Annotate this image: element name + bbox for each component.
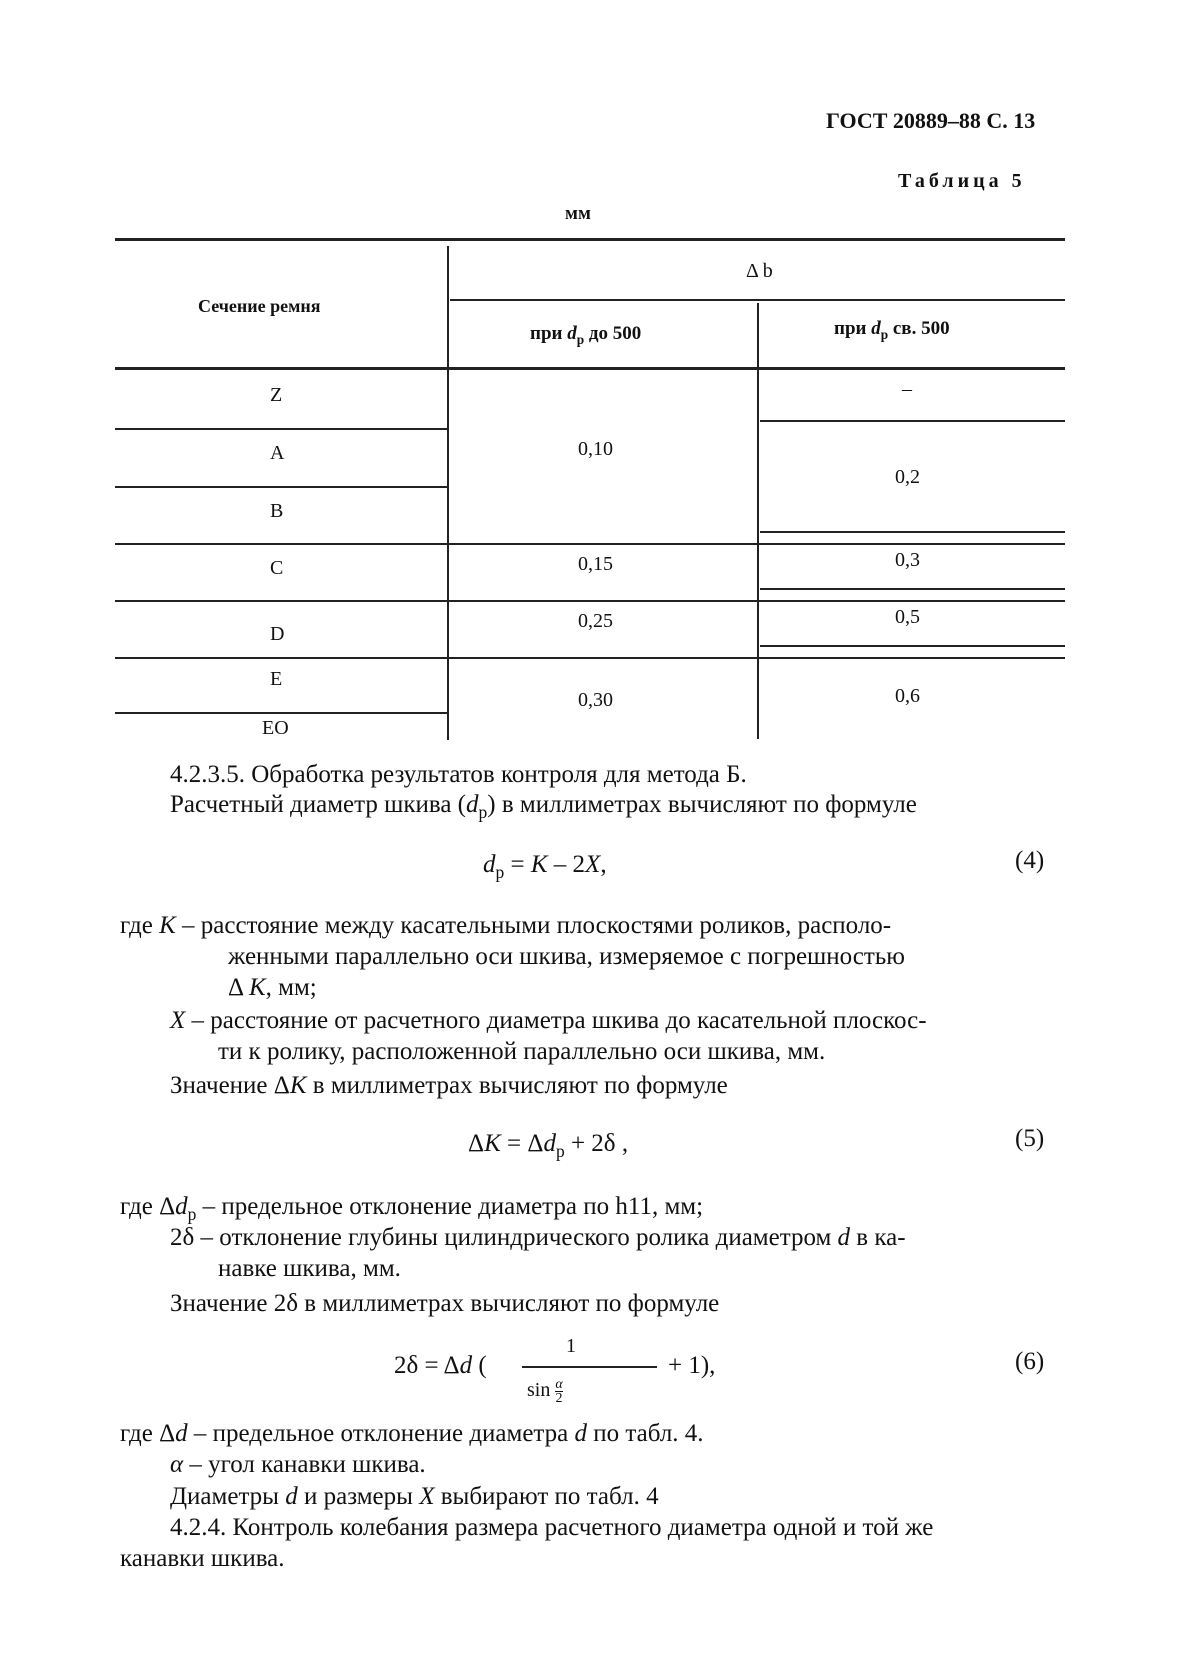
definition-k-line1: где K – расстояние между касательными плоскостями роликов, располо-: [120, 912, 892, 939]
definition-k-line3: Δ K, мм;: [228, 974, 317, 1001]
section-cell: A: [270, 442, 285, 464]
definition-k-line2: женными параллельно оси шкива, измеряемое с погрешностью: [228, 943, 905, 970]
formula-5: $\Delta K = \Delta d_р + 2\delta$ ,: [468, 1130, 629, 1161]
row-rule: [760, 531, 1065, 533]
col-header-upto-500: при $d_р$ до 500: [530, 323, 642, 347]
formula-6-number: (6): [1015, 1348, 1045, 1375]
paragraph-4-2-4-line1: 4.2.4. Контроль колебания размера расчетного диаметра одной и той же: [170, 1514, 934, 1541]
definition-alpha: α – угол канавки шкива.: [170, 1451, 426, 1478]
row-rule: [760, 420, 1065, 422]
section-cell: Z: [270, 384, 283, 406]
paragraph-diameter-intro: Расчетный диаметр шкива $(d_р)$ в миллиметрах вычисляют по формуле: [170, 791, 917, 822]
row-rule: [115, 486, 447, 488]
table-header-bottom-rule: [115, 367, 1065, 370]
row-rule: [115, 712, 447, 714]
formula-6-lhs: 2δ = Δd (: [394, 1352, 487, 1379]
table-top-rule: [115, 238, 1065, 241]
paragraph-diameters: Диаметры d и размеры X выбирают по табл. 4: [170, 1483, 659, 1510]
formula-6-numerator: 1: [566, 1335, 576, 1357]
row-rule: [760, 588, 1065, 590]
row-rule: [115, 600, 1065, 602]
section-cell: EO: [262, 717, 289, 739]
paragraph-2delta-intro: Значение 2δ в миллиметрах вычисляют по формуле: [170, 1290, 720, 1317]
formula-4: $d_р = K - 2X$,: [483, 851, 607, 882]
value-cell: 0,5: [895, 606, 920, 628]
definition-2delta-line1: 2δ – отклонение глубины цилиндрического ролика диаметром d в ка-: [170, 1224, 906, 1251]
row-rule: [115, 428, 447, 430]
definition-2delta-line2: навке шкива, мм.: [218, 1255, 401, 1282]
paragraph-delta-k-intro: Значение ΔK в миллиметрах вычисляют по формуле: [170, 1072, 728, 1099]
standard-header: ГОСТ 20889–88 С. 13: [826, 108, 1036, 133]
definition-delta-d: где Δd – предельное отклонение диаметра d по табл. 4.: [120, 1420, 704, 1447]
row-rule: [115, 657, 1065, 659]
formula-5-number: (5): [1015, 1125, 1045, 1152]
col-header-over-500: при $d_р$ св. 500: [834, 318, 950, 342]
definition-delta-dp: где $\Delta d_р$ – предельное отклонение диаметра по h11, мм;: [120, 1193, 704, 1224]
formula-6-rhs: + 1),: [668, 1352, 716, 1379]
value-cell: 0,2: [895, 466, 920, 488]
section-cell: B: [270, 500, 284, 522]
table-col-divider-1: [447, 246, 449, 740]
row-rule: [760, 645, 1065, 647]
section-cell: C: [270, 557, 284, 579]
paragraph-4-2-3-5: 4.2.3.5. Обработка результатов контроля для метода Б.: [170, 761, 747, 788]
table-header-rule: [450, 299, 1065, 301]
row-rule: [115, 543, 1065, 545]
value-cell: 0,6: [895, 685, 920, 707]
paragraph-4-2-4-line2: канавки шкива.: [120, 1545, 285, 1572]
definition-x-line1: X – расстояние от расчетного диаметра шкива до касательной плоскос-: [170, 1007, 927, 1034]
col-header-delta-b: Δ b: [746, 260, 773, 282]
section-cell: E: [270, 668, 283, 690]
value-cell: 0,3: [895, 549, 920, 571]
fraction-bar: [522, 1366, 657, 1368]
table-caption: Таблица 5: [898, 170, 1026, 192]
units-label: мм: [565, 203, 591, 224]
value-cell: 0,15: [578, 553, 613, 575]
definition-x-line2: ти к ролику, расположенной параллельно оси шкива, мм.: [218, 1038, 826, 1065]
section-cell: D: [270, 623, 285, 645]
value-cell: 0,25: [578, 610, 613, 632]
formula-6-denominator: sin $\frac{\alpha}{2}$: [527, 1377, 563, 1406]
formula-4-number: (4): [1015, 847, 1045, 874]
col-header-section: Сечение ремня: [198, 296, 321, 316]
value-cell: 0,10: [578, 438, 613, 460]
value-cell: –: [902, 378, 912, 400]
value-cell: 0,30: [578, 689, 613, 711]
